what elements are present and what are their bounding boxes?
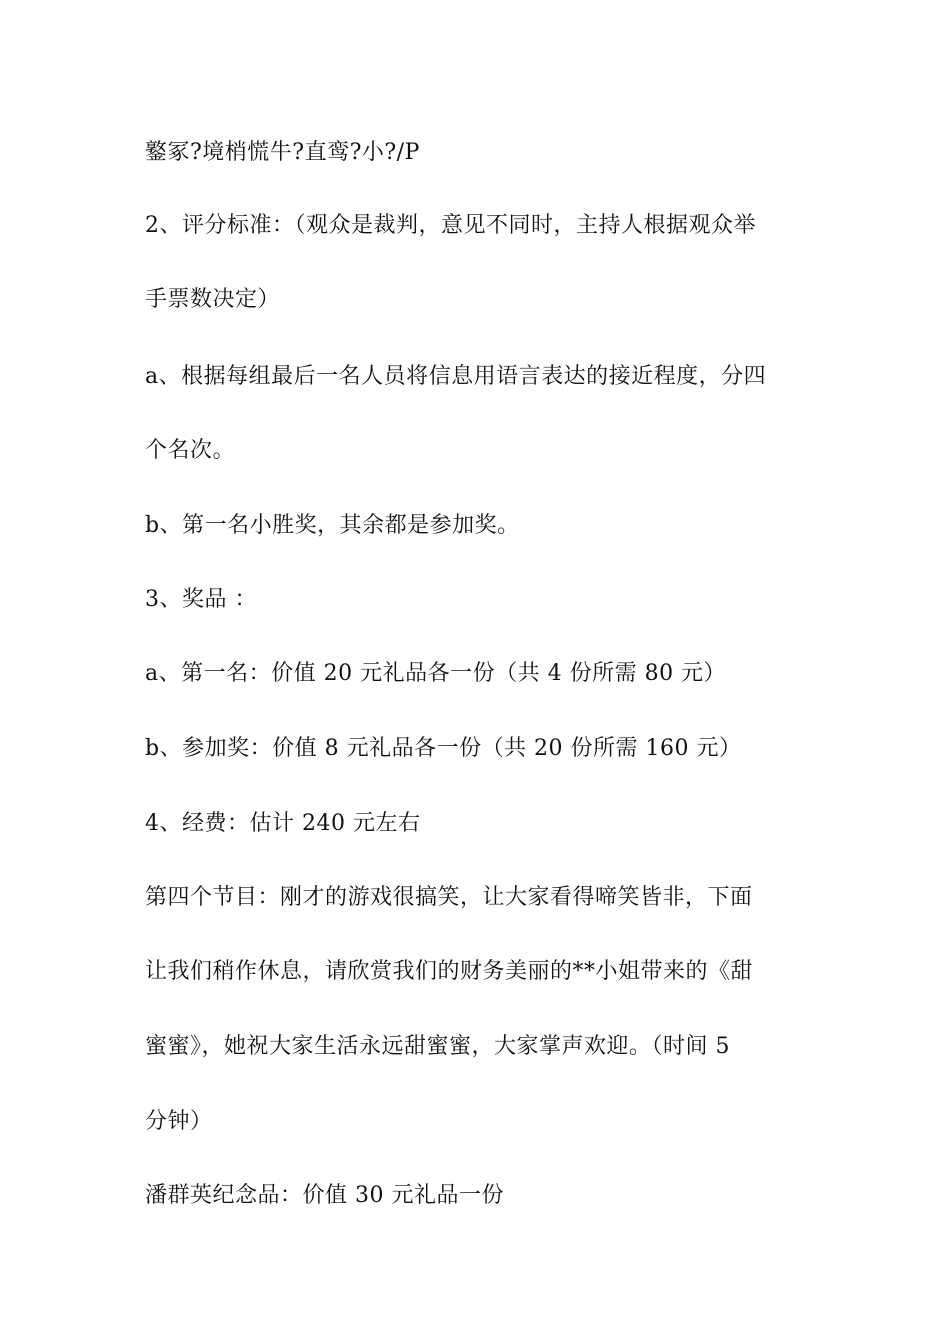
text-line: 个名次。: [145, 438, 236, 463]
text-line: a、第一名：价值 20 元礼品各一份（共 4 份所需 80 元）: [145, 661, 727, 686]
text-line: b、参加奖：价值 8 元礼品各一份（共 20 份所需 160 元）: [145, 736, 742, 761]
text-line: 4、经费：估计 240 元左右: [145, 811, 421, 836]
text-line: 鐜冢?境梢慌牛?直鸾?小?/P: [145, 140, 420, 165]
text-line: 手票数决定）: [145, 287, 281, 312]
text-line: 2、评分标准：（观众是裁判，意见不同时，主持人根据观众举: [145, 213, 756, 238]
text-line: 分钟）: [145, 1109, 213, 1134]
text-line: 第四个节目：刚才的游戏很搞笑，让大家看得啼笑皆非，下面: [145, 885, 753, 910]
text-line: a、根据每组最后一名人员将信息用语言表达的接近程度，分四: [145, 364, 767, 389]
text-line: 潘群英纪念品：价值 30 元礼品一份: [145, 1183, 504, 1208]
text-line: 让我们稍作休息，请欣赏我们的财务美丽的**小姐带来的《甜: [145, 959, 754, 984]
text-line: 3、奖品 ：: [145, 587, 257, 612]
text-line: 蜜蜜》，她祝大家生活永远甜蜜蜜，大家掌声欢迎。（时间 5: [145, 1034, 730, 1059]
text-line: b、第一名小胜奖，其余都是参加奖。: [145, 513, 520, 538]
